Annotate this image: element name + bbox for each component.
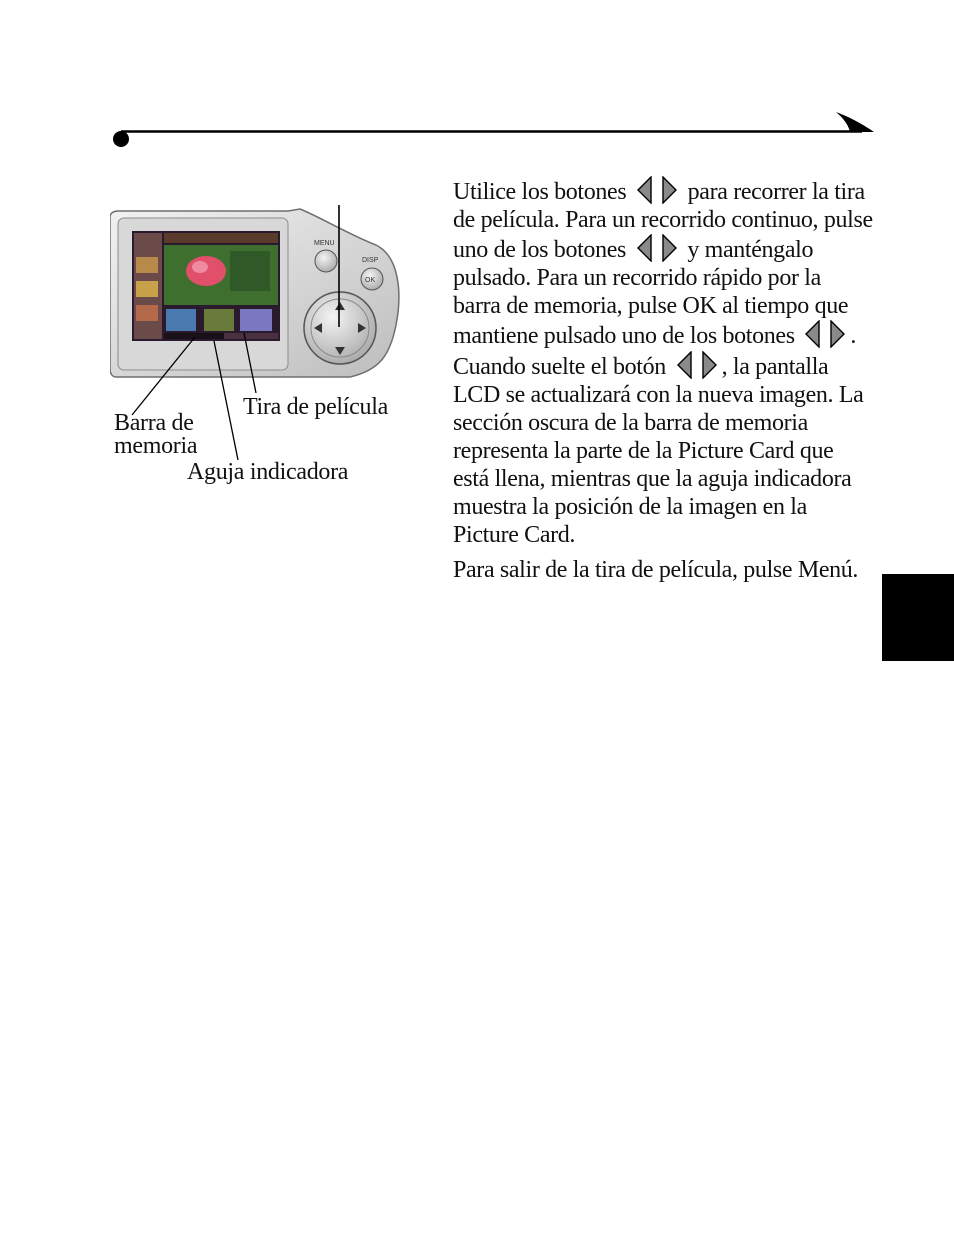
header-rule [0,0,954,160]
chapter-tab [882,574,954,661]
left-right-buttons-icon [804,320,846,348]
left-arrow-button-icon [638,235,651,261]
disp-button-label: DISP [362,257,379,264]
right-arrow-button-icon [703,352,716,378]
menu-button-label: MENU [314,240,335,247]
right-arrow-button-icon [663,177,676,203]
paragraph-scroll-instructions: Utilice los botones para recorrer la tira de película. Para un recorrido continuo, pulse uno de los botones y manténgalo pulsado. Para un recorrido rápido por la barra de memoria, pulse OK al tiempo que mantiene pulsado uno de los botones . Cuando suelte el botón , la pantalla LCD se actualizará con la nueva imagen. La sección oscura de la barra de memoria representa la parte de la Picture Card que está llena, mientras que la aguja indicadora muestra la posición de la imagen en la Picture Card. [453,176,873,549]
left-arrow-button-icon [638,177,651,203]
paragraph-exit-instructions: Para salir de la tira de película, pulse Menú. [453,557,859,584]
left-arrow-button-icon [806,321,819,347]
right-arrow-button-icon [663,235,676,261]
indicator-needle-label: Aguja indicadora [187,459,349,485]
ok-button-label: OK [365,277,376,284]
left-arrow-button-icon [678,352,691,378]
left-right-buttons-icon [636,234,678,262]
left-right-buttons-icon [676,351,718,379]
header-arrowhead-icon [836,112,874,132]
body-text [453,176,873,584]
filmstrip-label: Tira de película [243,394,388,420]
right-arrow-button-icon [831,321,844,347]
menu-button [315,250,337,272]
memory-bar-label: Barra de memoria [114,410,198,459]
left-right-buttons-icon [636,176,678,204]
header-bullet [113,131,129,147]
